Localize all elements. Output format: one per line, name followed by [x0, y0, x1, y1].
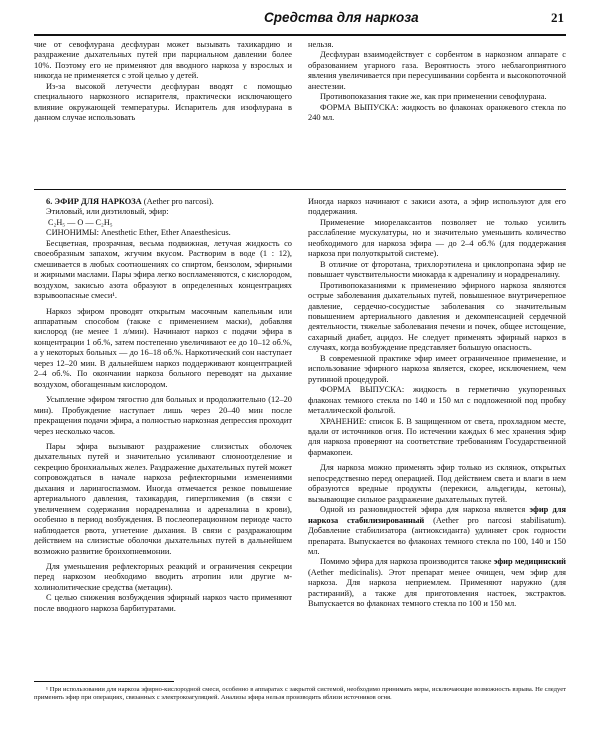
paragraph: Для уменьшения рефлекторных реакций и ограничения секреции перед наркозом необходимо вводить атропин или другие м-холинолитические средства (метацин).	[34, 561, 292, 592]
bottom-right-column	[308, 197, 566, 610]
paragraph	[308, 505, 566, 557]
term-stabilized-ether: эфир для наркоза стабилизированный	[308, 505, 566, 525]
paragraph: В современной практике эфир имеет ограниченное применение, и использование эфирного наркоза является, скорее, исключением, чем рутинной процедурой.	[308, 353, 566, 384]
paragraph: Иногда наркоз начинают с закиси азота, а эфир используют для его поддержания.	[308, 197, 566, 217]
paragraph: Десфлуран взаимодействует с сорбентом в наркозном аппарате с образованием угарного газа. Вероятность этого неблагоприятного явления увеличивается при пересушивании сорбента и высокопоточной анестезии.	[308, 50, 566, 91]
header-title: Средства для наркоза	[264, 10, 419, 25]
paragraph: ФОРМА ВЫПУСКА: жидкость во флаконах оранжевого стекла по 240 мл.	[308, 102, 566, 123]
section-divider	[34, 189, 566, 190]
paragraph: нельзя.	[308, 40, 334, 49]
synonyms: СИНОНИМЫ: Anesthetic Ether, Ether Anaesthesicus.	[46, 228, 231, 238]
page-number: 21	[551, 10, 564, 25]
bottom-left-column	[34, 197, 292, 614]
section-heading	[34, 197, 292, 207]
section-heading-title: 6. ЭФИР ДЛЯ НАРКОЗА	[46, 197, 142, 206]
running-header	[34, 8, 566, 36]
paragraph-rest: (Aether pro narcosi stabilisatum). Добавление стабилизатора (антиоксиданта) удлиняет срок годности препарата. Выпускается во флаконах темного стекла по 100, 140 и 150 мл.	[308, 515, 566, 556]
paragraph: В отличие от фторотана, трихлорэтилена и циклопропана эфир не повышает чувствительности миокарда к адреналину и норадреналину.	[308, 259, 566, 280]
paragraph: С целью снижения возбуждения эфирный наркоз часто применяют после вводного наркоза барбитуратами.	[34, 593, 292, 613]
paragraph-intro: Одной из разновидностей эфира для наркоза является	[320, 505, 526, 515]
top-left-column	[34, 40, 292, 124]
paragraph: Усыпление эфиром тягостно для больных и продолжительно (12–20 мин). Пробуждение наступает лишь через 20–40 мин после прекращения подачи эфира, а полностью наркозная депрессия проходит через несколько часов.	[34, 395, 292, 436]
top-right-column	[308, 40, 566, 124]
paragraph: Для наркоза можно применять эфир только из склянок, открытых непосредственно перед операцией. Под действием света и влаги в нем образуются вредные продукты (перекиси, альдегиды, кетоны), вызывающие сильное раздражение дыхательных путей.	[308, 463, 566, 504]
paragraph	[308, 557, 566, 609]
paragraph: Применение миорелаксантов позволяет не только усилить расслабление мускулатуры, но и значительно уменьшить количество необходимого для наркоза эфира — до 2–4 об.% (для поддержания наркоза при полуоткрытой системе).	[308, 217, 566, 259]
paragraph: Из-за высокой летучести десфлуран вводят с помощью специального наркозного испарителя, практически исключающего влияние окружающей температуры. Испаритель для изофлурана в данном случае использовать	[34, 81, 292, 123]
paragraph: ХРАНЕНИЕ: список Б. В защищенном от света, прохладном месте, вдали от источников огня. По истечении каждых 6 мес хранения эфир для наркоза проверяют на соответствие требованиям Государственной фармакопеи.	[308, 416, 566, 457]
term-medical-ether: эфир медицинский	[493, 557, 566, 567]
paragraph-intro: Помимо эфира для наркоза производится также	[320, 557, 492, 567]
paragraph: Бесцветная, прозрачная, весьма подвижная, летучая жидкость со своеобразным запахом, жгучим вкусом. Растворим в воде (1 : 12), смешивается в любых соотношениях со спиртом, бензолом, эфирными и жирными маслами. Пары эфира легко воспламеняются, с кислородом, воздухом, закисью азота образуют в определенных концентрациях взрывоопасные смеси¹.	[34, 238, 292, 301]
paragraph: Противопоказания такие же, как при применении севофлурана.	[320, 92, 547, 102]
paragraph: чие от севофлурана десфлуран может вызывать тахикардию и раздражение дыхательных путей при парциальном давлении более 10%. Поэтому его не применяют для вводного наркоза у взрослых и никогда не применяется с этой целью у детей.	[34, 40, 292, 81]
section-subheading: Этиловый, или диэтиловый, эфир:	[46, 207, 169, 217]
section-heading-latin: (Aether pro narcosi).	[141, 197, 214, 206]
footnote: ¹ При использовании для наркоза эфирно-кислородной смеси, особенно в аппаратах с закрытой системой, необходимо принимать меры, исключающие возможность взрыва. Не следует применять эфир при операциях, связанных с электрокоагуляцией. Анализы эфира нельзя производить вблизи источников огня.	[34, 686, 566, 702]
paragraph-rest: (Aether medicinalis). Этот препарат менее очищен, чем эфир для наркоза. Для наркоза неприемлем. Применяют наружно (для растираний), а также для приготовления настоек, экстрактов. Выпускается во флаконах темного стекла по 100 и 150 мл.	[308, 567, 566, 609]
footnote-divider	[34, 681, 174, 682]
paragraph: Пары эфира вызывают раздражение слизистых оболочек дыхательных путей и значительно усиливают слюноотделение и секрецию бронхиальных желез. Раздражение дыхательных путей может сопровождаться в начале наркоза рефлекторными изменениями дыхания и ларингоспазмом. Иногда отмечается резкое повышение артериального давления, тахикардия, гипергликемия (в связи с увеличением содержания норадреналина и адреналина в крови), особенно в период возбуждения. В послеоперационном периоде часто наблюдается рвота, угнетение дыхания. В связи с раздражающим действием на слизистые оболочки дыхательных путей в дальнейшем возможно развитие бронхопневмонии.	[34, 441, 292, 556]
paragraph: Наркоз эфиром проводят открытым масочным капельным или аппаратным способом (также с применением маски), добавляя кислород (не менее 1 л/мин). Начинают наркоз с подачи эфира в концентрации 1 об.%, затем постепенно увеличивают ее до 10–12 об.%, а у некоторых больных — до 16–18 об.%. Наркотический сон наступает через 12–20 мин. В дальнейшем наркоз поддерживают концентрацией 2–4 об.%. По окончании наркоза больного переводят на дыхание воздухом, обогащенным кислородом.	[34, 306, 292, 389]
paragraph: ФОРМА ВЫПУСКА: жидкость в герметично укупоренных флаконах темного стекла по 140 и 150 мл с подложенной под пробку металлической фольгой.	[308, 385, 566, 416]
paragraph: Противопоказаниями к применению эфирного наркоза являются острые заболевания дыхательных путей, повышенное внутричерепное давление, сердечно-сосудистые заболевания со значительным повышением артериального давления и декомпенсацией сердечной деятельности, тяжелые заболевания печени и почек, общее истощение, сахарный диабет, ацидоз. Не следует применять эфирный наркоз в случаях, когда возбуждение представляет большую опасность.	[308, 280, 566, 353]
chemical-formula: C₂H₅ — O — C₂H₅	[48, 217, 113, 227]
